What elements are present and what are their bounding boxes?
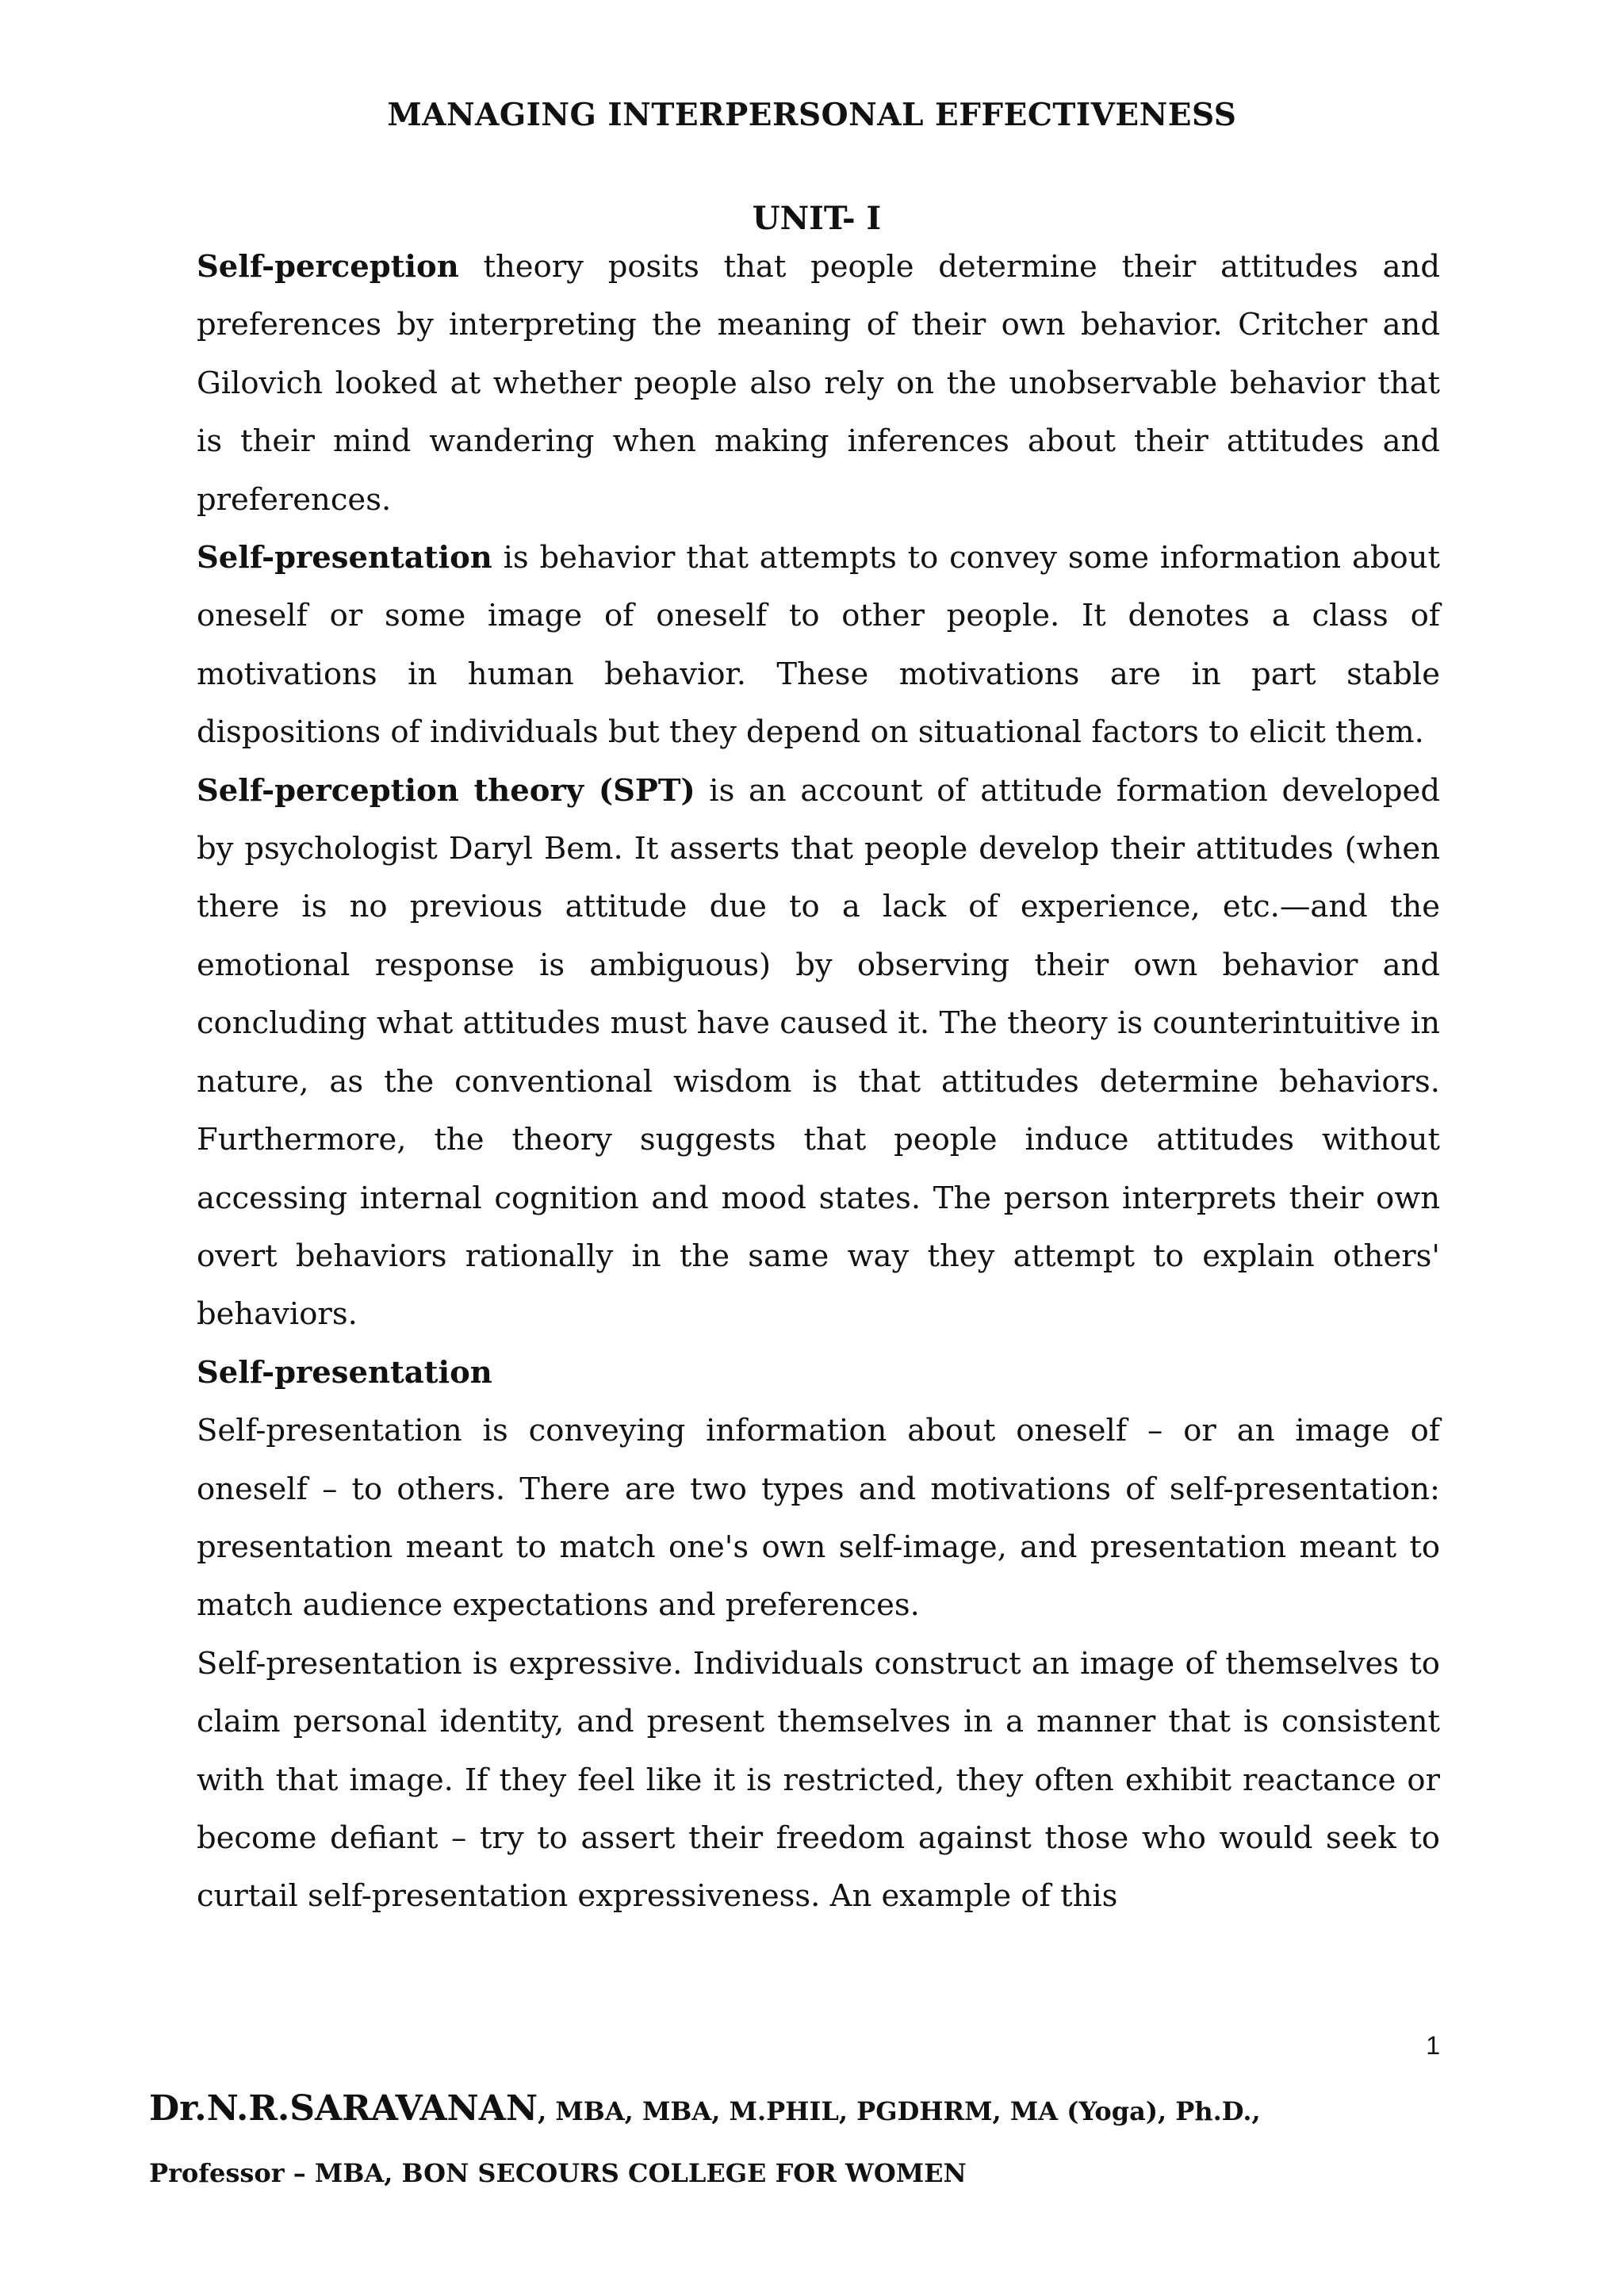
section-paragraph: Self-presentation is expressive. Individuals construct an image of themselves to claim personal identity, and present themselves in a manner that is consistent with that image. If they feel like it is restricted, they often exhibit reactance or become defiant – try to assert their freedom against those who would seek to curtail self-presentation expressiveness. An example of this bbox=[197, 1645, 1440, 1915]
term-self-presentation: Self-presentation bbox=[197, 540, 492, 576]
document-body bbox=[197, 238, 1440, 1926]
affiliation-line: Professor – MBA, BON SECOURS COLLEGE FOR WOMEN bbox=[149, 2158, 967, 2188]
paragraph-text: is an account of attitude formation developed by psychologist Daryl Bem. It asserts that people develop their attitudes (when there is no previous attitude due to a lack of experience, etc.—and the emotional response is ambiguous) by observing their own behavior and concluding what attitudes must have caused it. The theory is counterintuitive in nature, as the conventional wisdom is that attitudes determine behaviors. Furthermore, the theory suggests that people induce attitudes without accessing internal cognition and mood states. The person interprets their own overt behaviors rationally in the same way they attempt to explain others' behaviors. bbox=[197, 772, 1440, 1333]
section-heading: Self-presentation bbox=[197, 1354, 492, 1391]
paragraph-text: is behavior that attempts to convey some information about oneself or some image of oneself to other people. It denotes a class of motivations in human behavior. These motivations are in part stable dispositions of individuals but they depend on situational factors to elicit them. bbox=[197, 540, 1440, 751]
section-paragraph: Self-presentation is conveying information about oneself – or an image of oneself – to others. There are two types and motivations of self-presentation: presentation meant to match one's own self-image, and presentation meant to match audience expectations and preferences. bbox=[197, 1413, 1440, 1624]
paragraph-text: theory posits that people determine their attitudes and preferences by interpreting the meaning of their own behavior. Critcher and Gilovich looked at whether people also rely on the unobservable behavior that is their mind wandering when making inferences about their attitudes and preferences. bbox=[197, 249, 1440, 518]
document-title: MANAGING INTERPERSONAL EFFECTIVENESS bbox=[387, 97, 1237, 133]
paragraph-spt bbox=[197, 762, 1440, 1344]
term-spt: Self-perception theory (SPT) bbox=[197, 772, 695, 809]
author-degrees: , MBA, MBA, M.PHIL, PGDHRM, MA (Yoga), Ph.D., bbox=[538, 2096, 1261, 2126]
unit-heading: UNIT- I bbox=[752, 200, 882, 237]
term-self-perception: Self-perception bbox=[197, 249, 459, 285]
page-number: 1 bbox=[1426, 2031, 1440, 2060]
author-line bbox=[149, 2088, 1261, 2129]
author-name: Dr.N.R.SARAVANAN bbox=[149, 2088, 538, 2129]
paragraph-self-perception bbox=[197, 238, 1440, 529]
paragraph-self-presentation bbox=[197, 529, 1440, 762]
